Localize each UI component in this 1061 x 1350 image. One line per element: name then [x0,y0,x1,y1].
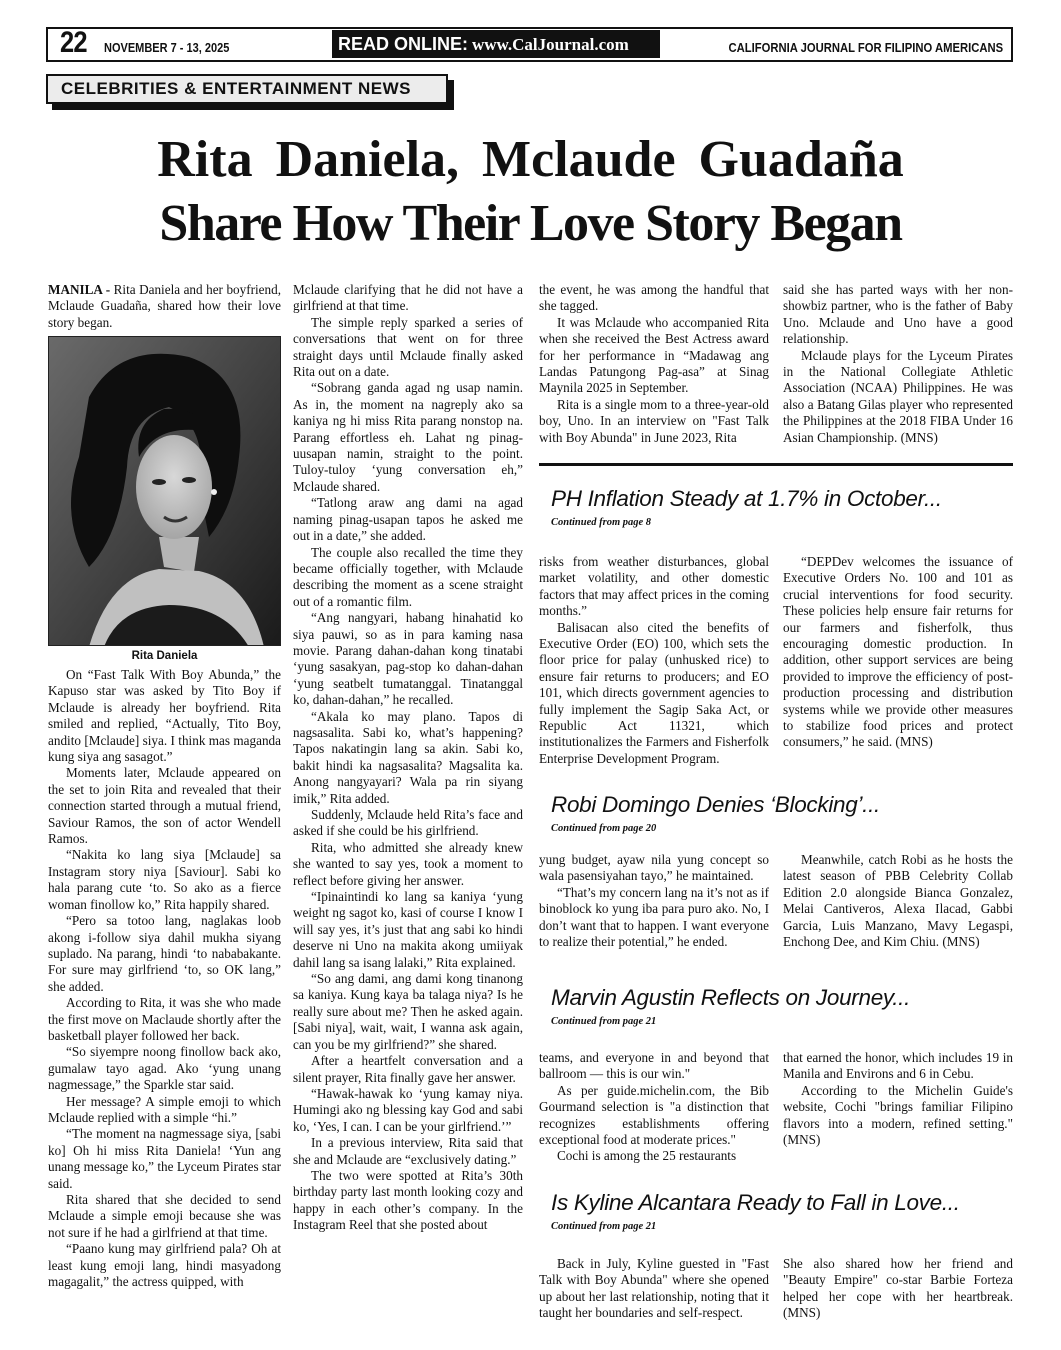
story-paragraph: “Pero sa totoo lang, naglakas loob akong i-follow siya dahil mukha siyang suplado. Na parang, hindi ‘to nababakante. For sure may girlfriend ‘to, so OK lang,” she added. [48,913,281,994]
story-paragraph: “Ang nangyari, habang hinahatid ko siya pauwi, so as in para kaming nasa movie. Parang dahan-dahan kong tinatabi ‘yung sasakyan, pag-stop ko dahan-dahan ‘yung seatbelt tumatanggal. Tinatanggal ko, dahan-dahan,” he recalled. [293,610,523,708]
story-paragraph: yung budget, ayaw nila yung concept so wala pasensiyahan tayo,” he maintained. [539,852,769,884]
section-label [46,74,448,104]
continued-title-kyline[interactable]: Is Kyline Alcantara Ready to Fall in Love... [551,1190,960,1215]
read-online-url[interactable]: www.CalJournal.com [472,35,629,54]
portrait-illustration [49,337,281,646]
continued-title-inflation[interactable]: PH Inflation Steady at 1.7% in October... [551,486,942,511]
story-paragraph: that earned the honor, which includes 19 in Manila and Environs and 6 in Cebu. [783,1050,1013,1082]
story-paragraph: “Hawak-hawak ko ‘yung kamay niya. Humingi ako ng blessing kay God and sabi ko, ‘Yes, I can. I can be your girlfriend.’” [293,1085,523,1134]
continued-title-robi[interactable]: Robi Domingo Denies ‘Blocking’... [551,792,881,817]
story-paragraph: teams, and everyone in and beyond that ballroom — this is our win." [539,1050,769,1082]
publication-name: CALIFORNIA JOURNAL FOR FILIPINO AMERICANS [728,41,1003,55]
inflation-col-b [783,554,1013,751]
story-paragraph: On “Fast Talk With Boy Abunda,” the Kapuso star was asked by Tito Boy if Mclaude is already her boyfriend. Rita smiled and replied, “Actually, Tito Boy, andito [Mclaude] siya. I think mas maganda kung siya ang sasagot.” [48,667,281,765]
story-col-4 [783,282,1013,446]
continued-from-note: Continued from page 21 [551,1221,657,1232]
continued-from-note: Continued from page 8 [551,517,652,528]
issue-date: NOVEMBER 7 - 13, 2025 [104,41,230,55]
story-paragraph: “The moment na nagmessage siya, [sabi ko] Oh hi miss Rita Daniela! ‘Yun ang unang message ko,” the Lyceum Pirates star said. [48,1126,281,1191]
story-paragraph: Suddenly, Mclaude held Rita’s face and asked if she could be his girlfriend. [293,807,523,839]
robi-col-a [539,852,769,950]
story-paragraph: Her message? A simple emoji to which Mclaude replied with a simple “hi.” [48,1093,281,1125]
story-paragraph: “So siyempre noong finollow back ako, gumalaw tayo agad. Ako ‘yung unang nagmessage,” the Sparkle star said. [48,1044,281,1093]
story-paragraph: Rita is a single mom to a three-year-old boy, Uno. In an interview on "Fast Talk with Boy Abunda" in June 2023, Rita [539,396,769,445]
story-paragraph: “Akala ko may plano. Tapos di nagsasalita. Sabi ko, what’s happening? Tapos nakatingin lang sa akin. Sabi ko, bakit hindi ka nagsasalita? Magsalita ka. Anong nangyayari? Wala pa rin siyang imik,” Rita added. [293,708,523,806]
section-divider [539,463,1013,466]
story-paragraph: Meanwhile, catch Robi as he hosts the latest season of PBB Celebrity Collab Edition 2.0 alongside Bianca Gonzalez, Melai Cantiveros, Alexa Ilacad, Gabbi Garcia, Luis Manzano, Mavy Legaspi, Enchong Dee, and Kim Chiu. (MNS) [783,852,1013,950]
story-paragraph: “Nakita ko lang siya [Mclaude] sa Instagram story niya [Saviour]. Sabi ko hala parang cute ‘to. So ako as a fierce woman finollow ko,” Rita happily shared. [48,847,281,912]
read-online-label: READ ONLINE: [338,34,468,54]
headline-line-1: Rita Daniela, Mclaude Guadaña [157,131,904,188]
story-paragraph: MANILA - Rita Daniela and her boyfriend, Mclaude Guadaña, shared how their love story began. [48,282,282,330]
headline-line-2: Share How Their Love Story Began [159,195,902,252]
story-paragraph: “Paano kung may girlfriend pala? Oh at least kung emoji lang, hindi masyadong magagalit,” the actress quipped, with [48,1241,281,1290]
story-paragraph: said she has parted ways with her non-showbiz partner, who is the father of Baby Uno. Mclaude and Uno have a good relationship. [783,282,1013,347]
story-paragraph: Mclaude plays for the Lyceum Pirates in the National Collegiate Athletic Association (NCAA) Philippines. He was also a Batang Gilas player who represented the Philippines at the 2018 FIBA Under 16 Asian Championship. (MNS) [783,347,1013,445]
story-paragraph: She also shared how her friend and "Beauty Empire" co-star Barbie Forteza helped her cope with her heartbreak. (MNS) [783,1256,1013,1321]
story-paragraph: “So ang dami, ang dami kong tinanong sa kaniya. Kung kaya ba talaga niya? Is he really sure about me? Then he asked again. [Sabi niya], wait, wait, I wanna ask again, can you be my girlfriend?” she shared. [293,971,523,1052]
inflation-col-a [539,554,769,767]
continued-from-note: Continued from page 21 [551,1016,657,1027]
story-paragraph: “Ipinaintindi ko lang sa kaniya ‘yung weight ng sagot ko, kasi of course I know I will say yes, it’s just that ang sabi ko hindi deserve ni Uno na makita akong umiiyak dahil lang sa isang lalaki,” Rita explained. [293,889,523,970]
dateline: MANILA - [48,282,111,297]
story-col-2 [293,282,523,1234]
continued-title-marvin[interactable]: Marvin Agustin Reflects on Journey... [551,985,911,1010]
story-paragraph: According to Rita, it was she who made the first move on Maclaude shortly after the basketball player followed her back. [48,995,281,1043]
story-paragraph: “DEPDev welcomes the issuance of Executive Orders No. 100 and 101 as crucial interventions for food security. These policies help ensure fair returns for our farmers and fisherfolk, thus encouraging domestic production. In addition, other support services are being provided to improve the efficiency of post-production processing and distribution systems while we provide other measures to stabilize food prices and protect consumers,” he said. (MNS) [783,554,1013,750]
rita-daniela-photo [48,336,281,646]
story-col-1-top [48,282,281,331]
story-paragraph: Rita, who admitted she already knew she wanted to say yes, took a moment to reflect before giving her answer. [293,839,523,888]
story-paragraph: Balisacan also cited the benefits of Executive Order (EO) 100, which sets the floor price for palay (unhusked rice) to ensure fair returns to producers; and EO 101, which directs government agencies to fully implement the Sagip Saka Act, or Republic Act 11321, which institutionalizes the Farmers and Fisherfolk Enterprise Development Program. [539,619,769,766]
robi-col-b [783,852,1013,950]
kyline-col-b [783,1256,1013,1322]
read-online-banner[interactable] [332,30,660,58]
story-paragraph: The couple also recalled the time they became officially together, with Mclaude describing the moment as a scene straight out of a romantic film. [293,544,523,609]
story-paragraph: Mclaude clarifying that he did not have a girlfriend at that time. [293,282,523,314]
story-paragraph: After a heartfelt conversation and a silent prayer, Rita finally gave her answer. [293,1053,523,1085]
photo-caption: Rita Daniela [131,650,198,662]
section-label-text: CELEBRITIES & ENTERTAINMENT NEWS [61,79,412,98]
story-col-1-bottom [48,667,281,1290]
story-paragraph: “Tatlong araw ang dami na agad naming pinag-usapan tapos he asked me out in a date,” she added. [293,495,523,544]
story-paragraph: Cochi is among the 25 restaurants [557,1148,737,1164]
marvin-col-b [783,1050,1013,1148]
story-paragraph: Back in July, Kyline guested in "Fast Talk with Boy Abunda" where she opened up about her last relationship, noting that it taught her boundaries and self-respect. [539,1256,769,1321]
story-paragraph: The simple reply sparked a series of conversations that went on for three straight days until Mclaude finally asked Rita out on a date. [293,314,523,380]
story-paragraph: Moments later, Mclaude appeared on the set to join Rita and revealed that their connection started through a mutual friend, Saviour Ramos, the son of actor Wendell Ramos. [48,765,281,847]
story-paragraph: According to the Michelin Guide's website, Cochi "brings familiar Filipino flavors into a modern, refined setting." (MNS) [783,1082,1013,1148]
kyline-col-a [539,1256,769,1322]
story-paragraph: “That’s my concern lang na it’s not as if binoblock ko yung iba para puro ako. No, I don’t want that to happen. I want everyone to realize their potential,” he ended. [539,884,769,950]
story-paragraph: the event, he was among the handful that she tagged. [539,282,769,314]
marvin-col-a [539,1050,769,1165]
continued-from-note: Continued from page 20 [551,823,657,834]
story-paragraph: “Sobrang ganda agad ng usap namin. As in, the moment na nagreply ako sa kaniya ng hi miss Rita parang nonstop na. Parang effortless eh. Lahat ng pinag-uusapan namin, straight to the point. Tuloy-tuloy ‘yung conversation eh,” Mclaude shared. [293,380,523,494]
story-paragraph: As per guide.michelin.com, the Bib Gourmand selection is "a distinction that recognizes establishments offering exceptional food at moderate prices." [539,1082,769,1148]
story-paragraph: The two were spotted at Rita’s 30th birthday party last month looking cozy and happy in each other’s company. In the Instagram Reel that she posted about [293,1167,523,1233]
story-paragraph: Rita shared that she decided to send Mclaude a simple emoji because she was not sure if he had a girlfriend at that time. [48,1192,281,1240]
story-paragraph: risks from weather disturbances, global market volatility, and other domestic factors that may affect prices in the coming months.” [539,554,769,619]
story-paragraph: It was Mclaude who accompanied Rita when she received the Best Actress award for her performance in “Madawag ang Landas Patungong Pag-asa” at Sinag Maynila 2025 in September. [539,314,769,396]
story-paragraph: In a previous interview, Rita said that she and Mclaude are “exclusively dating.” [293,1135,523,1167]
page-number: 22 [60,26,87,59]
story-col-3 [539,282,769,446]
